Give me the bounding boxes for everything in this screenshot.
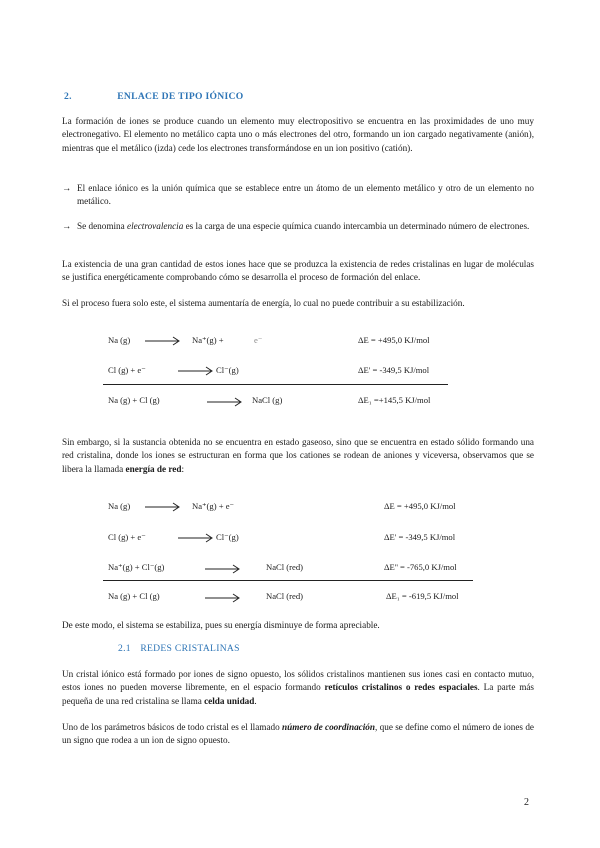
reactant: Na (g) + Cl (g) [108, 395, 160, 405]
lattice-energy-term: energía de red [125, 463, 182, 474]
stabilize-paragraph: De este modo, el sistema se estabiliza, pues su energía disminuye de forma apreciable. [62, 620, 380, 630]
energy-value: ΔE = +495,0 KJ/mol [384, 501, 456, 511]
reaction-arrow-icon [205, 564, 241, 574]
bullet-text-pre: Se denomina [77, 221, 128, 231]
paragraph-text-end: . [254, 695, 257, 706]
reactant: Na⁺(g) + Cl⁻(g) [108, 562, 165, 572]
coordination-paragraph [62, 721, 534, 748]
bullet-text: El enlace iónico es la unión química que se establece entre un átomo de un elemento metálico y otro de un elemento no metálico. [77, 183, 534, 207]
arrow-bullet-icon: → [62, 183, 72, 193]
sum-rule [103, 580, 473, 581]
section-title: ENLACE DE TIPO IÓNICO [117, 91, 244, 102]
subsection-title: REDES CRISTALINAS [140, 643, 240, 654]
product: NaCl (g) [252, 395, 283, 405]
lattice-term: retículos cristalinos o redes espaciales [324, 682, 478, 693]
reactant: Na (g) [108, 335, 131, 345]
subsection-heading [118, 643, 240, 654]
product: NaCl (red) [266, 591, 303, 601]
section-heading [64, 91, 244, 102]
energy-value: ΔE'' = -765,0 KJ/mol [384, 562, 457, 572]
energy-value: ΔE = +495,0 KJ/mol [358, 335, 430, 345]
lattice-energy-paragraph [62, 436, 534, 476]
product: Cl⁻(g) [216, 365, 239, 375]
bullet-ionic-bond [62, 182, 534, 209]
reactant: Na (g) + Cl (g) [108, 591, 160, 601]
energy-value: ΔE₁ =+145,5 KJ/mol [358, 395, 431, 405]
reactant: Na (g) [108, 501, 131, 511]
electron: e⁻ [254, 335, 263, 345]
product: Cl⁻(g) [216, 532, 239, 542]
unit-cell-term: celda unidad [204, 695, 255, 706]
process-paragraph: Si el proceso fuera solo este, el sistema aumentaría de energía, lo cual no puede contribuir a su estabilización. [62, 298, 465, 308]
paragraph-text: Un cristal iónico está formado por iones de signo opuesto, los sólidos cristalinos mantienen sus iones casi en contacto mutuo, estos iones no pueden moverse libremente, en el espacio formando [62, 669, 534, 693]
sum-rule [103, 384, 448, 385]
product: Na⁺(g) + e⁻ [192, 501, 235, 511]
reaction-arrow-icon [207, 397, 243, 407]
bullet-electrovalence [62, 220, 534, 233]
electrovalence-term: electrovalencia [127, 221, 184, 231]
product: NaCl (red) [266, 562, 303, 572]
energy-value: ΔE' = -349,5 KJ/mol [384, 532, 456, 542]
crystal-paragraph [62, 668, 534, 708]
energy-value: ΔE₁ = -619,5 KJ/mol [386, 591, 459, 601]
subsection-number: 2.1 [118, 643, 131, 654]
reaction-arrow-icon [145, 336, 181, 346]
reaction-arrow-icon [178, 366, 214, 376]
coordination-number-term: número de coordinación [282, 722, 376, 732]
bullet-text-post: es la carga de una especie química cuando intercambia un determinado número de electrones. [183, 221, 530, 231]
paragraph-text-mid: . La parte más pequeña de una red cristalina se llama [62, 682, 535, 706]
intro-paragraph: La formación de iones se produce cuando un elemento muy electropositivo se encuentra en las proximidades de uno muy electronegativo. El elemento no metálico capta uno o más electrones del otro, formando un ion cargado negativamente (anión), mientras que el metálico (izda) cede los electrones transformándose en un ion positivo (catión). [62, 116, 534, 153]
energy-value: ΔE' = -349,5 KJ/mol [358, 365, 430, 375]
reaction-arrow-icon [145, 502, 181, 512]
reactant: Cl (g) + e⁻ [108, 532, 146, 542]
reactant: Cl (g) + e⁻ [108, 365, 146, 375]
page-number: 2 [524, 797, 529, 808]
paragraph-text: Uno de los parámetros básicos de todo cristal es el llamado [62, 722, 283, 732]
existence-paragraph: La existencia de una gran cantidad de estos iones hace que se produzca la existencia de redes cristalinas en lugar de moléculas se justifica energéticamente comprobando cómo se desarrolla el proceso de formación del enlace. [62, 259, 534, 283]
paragraph-text-end: : [181, 463, 185, 474]
section-number: 2. [64, 91, 72, 102]
product: Na⁺(g) + [192, 335, 224, 345]
paragraph-text: Sin embargo, si la sustancia obtenida no se encuentra en estado gaseoso, sino que se encuentra en estado sólido formando una red cristalina, donde los iones se estructuran en forma que los cationes se rodean de aniones y viceversa, observamos que se libera la llamada [62, 437, 534, 474]
paragraph-text-end: , que se define como el número de iones de un signo que rodea a un ion de signo opuesto. [62, 722, 534, 746]
arrow-bullet-icon: → [62, 221, 72, 231]
reaction-arrow-icon [205, 593, 241, 603]
reaction-arrow-icon [178, 533, 214, 543]
